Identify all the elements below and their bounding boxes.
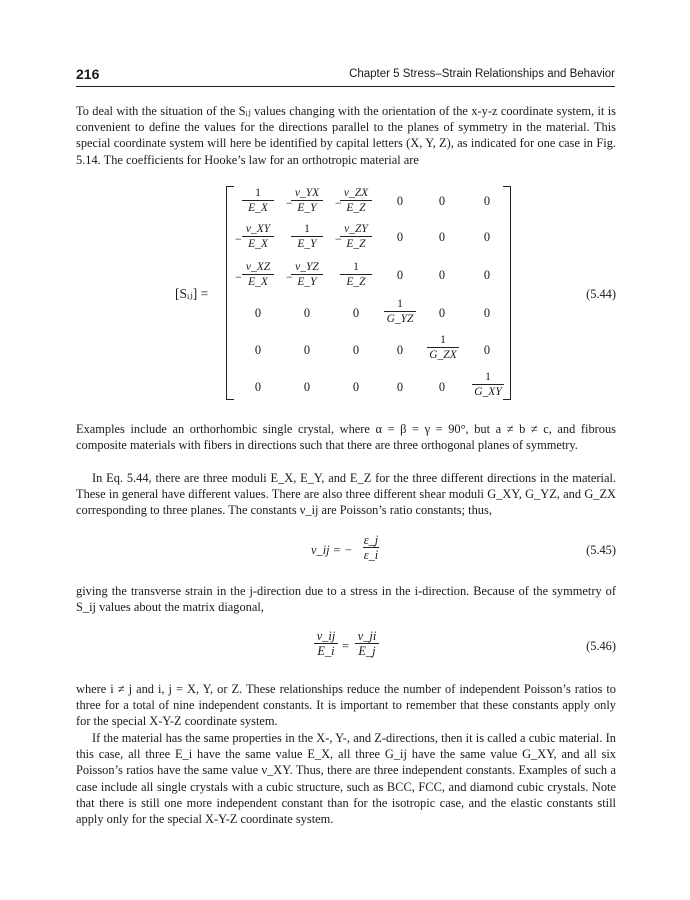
cell-1-2: ν_YX E_Y — [282, 187, 332, 215]
cell-4-5: 0 — [438, 306, 446, 320]
cell-2-6: 0 — [483, 230, 491, 244]
running-head: Chapter 5 Stress–Strain Relationships and Behavior — [349, 68, 615, 80]
equation-fraction-left: ν_ij E_i — [314, 629, 338, 659]
cell-2-2: 1 E_Y — [282, 223, 332, 251]
paragraph-1: To deal with the situation of the Sᵢⱼ values changing with the orientation of the x-y-z coordinate system, it is convenient to define the values for the directions parallel to the planes of symmetry in the material. This special coordinate system will here be identified by capital letters (X, Y, Z), as indicated for one case in Fig. 5.14. The coefficients for Hooke’s law for an orthotropic material are — [76, 104, 616, 167]
cell-3-6: 0 — [483, 268, 491, 282]
cell-4-3: 0 — [352, 306, 360, 320]
cell-1-4: 0 — [396, 194, 404, 208]
minus-sign: − — [335, 196, 342, 210]
cell-1-5: 0 — [438, 194, 446, 208]
cell-4-4: 1 G_YZ — [375, 298, 425, 326]
cell-2-5: 0 — [438, 230, 446, 244]
minus-sign: − — [235, 270, 242, 284]
cell-6-6: 1 G_XY — [463, 371, 513, 399]
minus-sign: − — [235, 232, 242, 246]
equals-sign: = — [342, 639, 349, 653]
cell-2-4: 0 — [396, 230, 404, 244]
page-number: 216 — [76, 66, 100, 82]
cell-1-3: ν_ZX E_Z — [331, 187, 381, 215]
matrix-label: [Sᵢⱼ] = — [175, 286, 209, 301]
cell-6-3: 0 — [352, 380, 360, 394]
cell-6-4: 0 — [396, 380, 404, 394]
equation-number: (5.44) — [586, 287, 616, 301]
equation-number: (5.46) — [586, 639, 616, 653]
minus-sign: − — [286, 270, 293, 284]
cell-5-1: 0 — [254, 343, 262, 357]
cell-1-1: 1 E_X — [233, 187, 283, 215]
cell-2-3: ν_ZY E_Z — [331, 223, 381, 251]
cell-5-3: 0 — [352, 343, 360, 357]
paragraph-4: giving the transverse strain in the j-direction due to a stress in the i-direction. Because of the symmetry of S_ij values about the matrix diagonal, — [76, 584, 616, 615]
equation-fraction-right: ν_ji E_j — [355, 629, 379, 659]
equation-number: (5.45) — [586, 543, 616, 557]
cell-5-4: 0 — [396, 343, 404, 357]
cell-5-6: 0 — [483, 343, 491, 357]
minus-sign: − — [286, 196, 293, 210]
cell-4-6: 0 — [483, 306, 491, 320]
minus-sign: − — [335, 232, 342, 246]
cell-6-5: 0 — [438, 380, 446, 394]
cell-5-5: 1 G_ZX — [418, 334, 468, 362]
right-bracket — [503, 186, 511, 400]
cell-6-2: 0 — [303, 380, 311, 394]
cell-3-4: 0 — [396, 268, 404, 282]
equation-lhs: ν_ij = − — [311, 543, 353, 557]
cell-3-3: 1 E_Z — [331, 261, 381, 289]
cell-4-2: 0 — [303, 306, 311, 320]
cell-5-2: 0 — [303, 343, 311, 357]
cell-3-1: ν_XZ E_X — [233, 261, 283, 289]
cell-1-6: 0 — [483, 194, 491, 208]
cell-3-2: ν_YZ E_Y — [282, 261, 332, 289]
cell-4-1: 0 — [254, 306, 262, 320]
left-bracket — [226, 186, 234, 400]
cell-2-1: ν_XY E_X — [233, 223, 283, 251]
paragraph-2: Examples include an orthorhombic single crystal, where α = β = γ = 90°, but a ≠ b ≠ c, and fibrous composite materials with fibers in directions such that there are three orthogonal planes of symmetry. — [76, 422, 616, 453]
equation-fraction: ε_j ε_i — [363, 533, 379, 562]
cell-6-1: 0 — [254, 380, 262, 394]
paragraph-5: where i ≠ j and i, j = X, Y, or Z. These relationships reduce the number of independent Poisson’s ratios to three for a total of nine independent constants. It is important to remember that these constants apply only for the special X-Y-Z coordinate system. — [76, 682, 616, 729]
cell-3-5: 0 — [438, 268, 446, 282]
paragraph-6: If the material has the same properties in the X-, Y-, and Z-directions, then it is called a cubic material. In this case, all three E_i have the same value E_X, all three G_ij have the same value G_XY, and all six Poisson’s ratios have the same value ν_XY. Thus, there are three independent constants. Examples of such a case include all single crystals with a cubic structure, such as BCC, FCC, and diamond cubic crystals. Note that there is still one more independent constant than for the isotropic case, and the elastic constants still apply only for the special X-Y-Z coordinate system. — [76, 731, 616, 827]
paragraph-3: In Eq. 5.44, there are three moduli E_X, E_Y, and E_Z for the three different directions in the material. These in general have different values. There are also three different shear moduli G_XY, G_YZ, and G_ZX corresponding to three planes. The constants ν_ij are Poisson’s ratio constants; thus, — [76, 471, 616, 518]
page-header — [76, 64, 615, 87]
